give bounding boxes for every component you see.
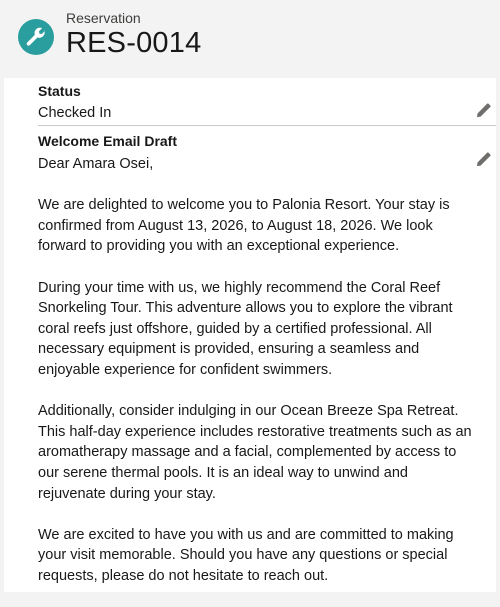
right-rail — [496, 78, 500, 592]
email-paragraph: Additionally, consider indulging in our Ocean Breeze Spa Retreat. This half-day experience includes restorative treatments such as an aromatherapy massage and a facial, complemented by access to our serene thermal pools. It is an ideal way to unwind and rejuvenate during your stay. — [38, 403, 472, 502]
welcome-email-label: Welcome Email Draft — [38, 133, 178, 149]
record-header — [0, 0, 500, 78]
status-field — [38, 83, 496, 127]
field-divider — [38, 125, 496, 126]
status-value: Checked In — [38, 105, 112, 121]
object-type-label: Reservation — [66, 10, 141, 26]
welcome-email-field — [38, 133, 496, 607]
email-paragraph: During your time with us, we highly recommend the Coral Reef Snorkeling Tour. This adventure allows you to explore the vibrant coral reefs just offshore, guided by a certified professional. All necessary equipment is provided, ensuring a seamless and enjoyable experience for confident swimmers. — [38, 279, 453, 378]
edit-status-pencil-icon[interactable] — [475, 103, 491, 119]
left-rail — [0, 78, 4, 592]
wrench-icon — [18, 19, 54, 55]
email-greeting: Dear Amara Osei, — [38, 156, 154, 172]
email-paragraph: We are excited to have you with us and are committed to making your visit memorable. Should you have any questions or special requests, please do not hesitate to reach out. — [38, 526, 454, 584]
record-title: RES-0014 — [66, 27, 202, 59]
email-paragraph: We are delighted to welcome you to Palonia Resort. Your stay is confirmed from August 13, 2026, to August 18, 2026. We look forward to providing you with an exceptional experience. — [38, 197, 450, 255]
welcome-email-body — [38, 154, 478, 586]
status-label: Status — [38, 83, 81, 99]
edit-email-pencil-icon[interactable] — [475, 152, 491, 168]
